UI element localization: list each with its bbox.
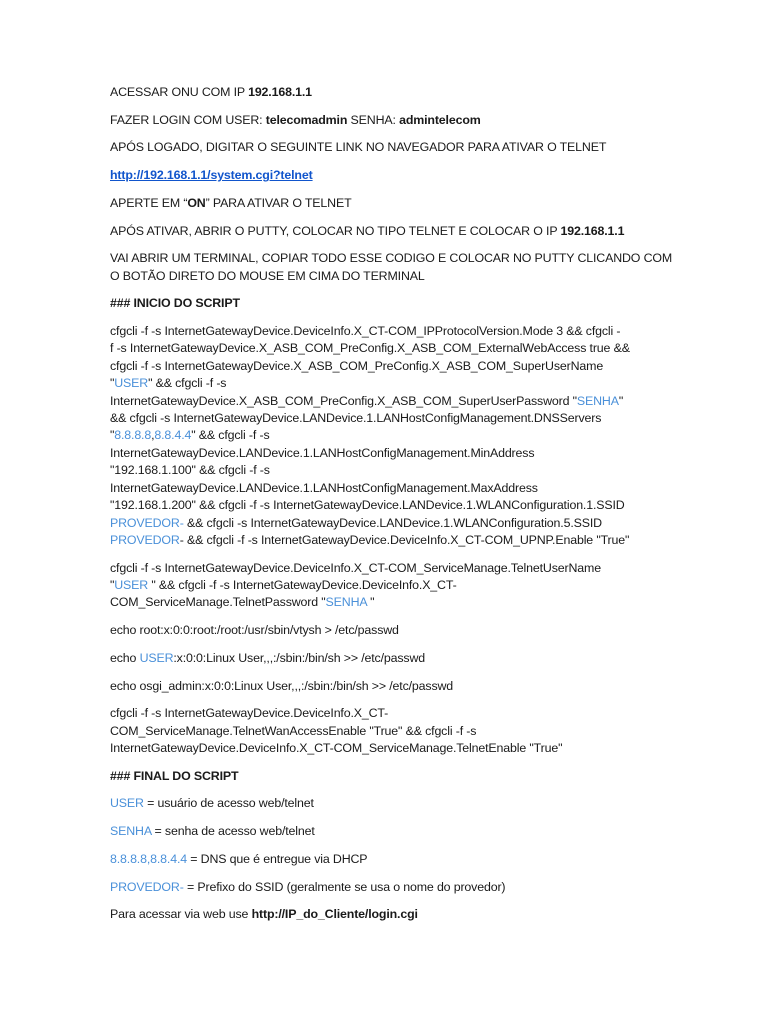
- script3-line: cfgcli -f -s InternetGatewayDevice.DeviceInfo.X_CT-: [110, 706, 389, 721]
- legend-user-desc: = usuário de acesso web/telnet: [143, 796, 314, 811]
- web-access-line: [110, 906, 662, 923]
- script1-line: InternetGatewayDevice.LANDevice.1.LANHostConfigManagement.MinAddress: [110, 445, 535, 460]
- user-placeholder: USER: [114, 376, 149, 391]
- putty-ip: 192.168.1.1: [560, 223, 625, 238]
- comma: ,: [151, 428, 155, 443]
- login-password-label: SENHA:: [347, 112, 400, 127]
- quote: ": [366, 595, 375, 610]
- script2-line: " && cfgcli -f -s InternetGatewayDevice.DeviceInfo.X_CT-: [148, 578, 457, 593]
- script-end-heading: ### FINAL DO SCRIPT: [110, 768, 239, 783]
- script-block-1: [110, 323, 662, 549]
- legend-dns-desc: = DNS que é entregue via DHCP: [186, 851, 368, 866]
- telnet-link[interactable]: http://192.168.1.1/system.cgi?telnet: [110, 168, 313, 183]
- legend-dns: [110, 851, 662, 868]
- on-label: ON: [187, 195, 206, 210]
- script-start-heading: ### INICIO DO SCRIPT: [110, 296, 240, 311]
- press-on-line: [110, 195, 662, 212]
- web-access-url: http://IP_do_Cliente/login.cgi: [251, 907, 418, 922]
- quote: ": [110, 578, 115, 593]
- onu-ip: 192.168.1.1: [248, 85, 312, 99]
- login-password: admintelecom: [399, 112, 481, 127]
- web-access-text: Para acessar via web use: [110, 907, 252, 922]
- script1-line: f -s InternetGatewayDevice.X_ASB_COM_PreConfig.X_ASB_COM_ExternalWebAccess true &&: [110, 341, 630, 356]
- senha-placeholder: SENHA: [576, 393, 619, 408]
- echo-root-line: echo root:x:0:0:root:/root:/usr/sbin/vtysh > /etc/passwd: [110, 623, 399, 638]
- provedor-placeholder: PROVEDOR: [110, 532, 180, 547]
- quote: ": [618, 393, 624, 408]
- terminal-instructions: [110, 250, 673, 285]
- access-onu-text: ACESSAR ONU COM IP: [110, 85, 249, 99]
- script1-line: InternetGatewayDevice.X_ASB_COM_PreConfig.X_ASB_COM_SuperUserPassword ": [110, 393, 577, 408]
- dns2-placeholder: 8.8.4.4: [154, 428, 192, 443]
- legend-provedor: [110, 879, 662, 896]
- script3-line: COM_ServiceManage.TelnetWanAccessEnable "True" && cfgcli -f -s: [110, 723, 477, 738]
- provedor-placeholder: PROVEDOR-: [110, 515, 184, 530]
- user-placeholder: USER: [114, 578, 149, 593]
- access-onu-line: [110, 84, 662, 101]
- script1-line: " && cfgcli -f -s: [148, 376, 227, 391]
- senha-placeholder: SENHA: [325, 595, 367, 610]
- script1-line: "192.168.1.100" && cfgcli -f -s: [110, 463, 270, 478]
- press-on-suffix: ” PARA ATIVAR O TELNET: [205, 195, 352, 210]
- legend-senha-desc: = senha de acesso web/telnet: [151, 824, 315, 839]
- putty-text: APÓS ATIVAR, ABRIR O PUTTY, COLOCAR NO TIPO TELNET E COLOCAR O IP: [110, 223, 561, 238]
- legend-user: [110, 795, 662, 812]
- script1-line: cfgcli -f -s InternetGatewayDevice.X_ASB_COM_PreConfig.X_ASB_COM_SuperUserName: [110, 358, 604, 373]
- user-placeholder: USER: [139, 650, 174, 665]
- script1-line: "192.168.1.200" && cfgcli -f -s InternetGatewayDevice.LANDevice.1.WLANConfiguration.1.SSID: [110, 498, 625, 513]
- login-line: [110, 112, 662, 129]
- dns1-placeholder: 8.8.8.8: [114, 428, 152, 443]
- telnet-link-line: [110, 167, 662, 184]
- legend-senha-key: SENHA: [110, 824, 152, 839]
- quote: ": [110, 376, 115, 391]
- script1-line: cfgcli -f -s InternetGatewayDevice.DeviceInfo.X_CT-COM_IPProtocolVersion.Mode 3 && cfgcli -: [110, 324, 621, 339]
- putty-line: [110, 223, 662, 240]
- script2-line: cfgcli -f -s InternetGatewayDevice.DeviceInfo.X_CT-COM_ServiceManage.TelnetUserName: [110, 560, 601, 575]
- script-block-3: [110, 705, 662, 757]
- script1-line: - && cfgcli -f -s InternetGatewayDevice.DeviceInfo.X_CT-COM_UPNP.Enable "True": [179, 532, 630, 547]
- legend-provedor-key: PROVEDOR-: [110, 879, 184, 894]
- document-page: [110, 84, 673, 934]
- legend-provedor-desc: = Prefixo do SSID (geralmente se usa o nome do provedor): [183, 879, 506, 894]
- script1-line: InternetGatewayDevice.LANDevice.1.LANHostConfigManagement.MaxAddress: [110, 480, 538, 495]
- echo-osgi-line: echo osgi_admin:x:0:0:Linux User,,,:/sbin:/bin/sh >> /etc/passwd: [110, 678, 454, 693]
- echo-prefix: echo: [110, 650, 140, 665]
- script-block-2: [110, 560, 662, 612]
- terminal-instructions-line-2: O BOTÃO DIRETO DO MOUSE EM CIMA DO TERMINAL: [110, 268, 425, 283]
- echo-user-line: [110, 650, 662, 667]
- legend-senha: [110, 823, 662, 840]
- press-on-prefix: APERTE EM “: [110, 195, 188, 210]
- echo-user-rest: :x:0:0:Linux User,,,:/sbin:/bin/sh >> /etc/passwd: [173, 650, 426, 665]
- terminal-instructions-line-1: VAI ABRIR UM TERMINAL, COPIAR TODO ESSE CODIGO E COLOCAR NO PUTTY CLICANDO COM: [110, 251, 673, 266]
- quote: ": [110, 428, 115, 443]
- login-user: telecomadmin: [265, 112, 348, 127]
- after-login-line: APÓS LOGADO, DIGITAR O SEGUINTE LINK NO NAVEGADOR PARA ATIVAR O TELNET: [110, 140, 607, 155]
- script1-line: && cfgcli -s InternetGatewayDevice.LANDevice.1.WLANConfiguration.5.SSID: [183, 515, 602, 530]
- legend-user-key: USER: [110, 796, 144, 811]
- script1-line: " && cfgcli -f -s: [191, 428, 270, 443]
- legend-dns-key: 8.8.8.8,8.8.4.4: [110, 851, 187, 866]
- script3-line: InternetGatewayDevice.DeviceInfo.X_CT-COM_ServiceManage.TelnetEnable "True": [110, 741, 563, 756]
- script1-line: && cfgcli -s InternetGatewayDevice.LANDevice.1.LANHostConfigManagement.DNSServers: [110, 411, 602, 426]
- login-prefix: FAZER LOGIN COM USER:: [110, 112, 266, 127]
- script2-line: COM_ServiceManage.TelnetPassword ": [110, 595, 326, 610]
